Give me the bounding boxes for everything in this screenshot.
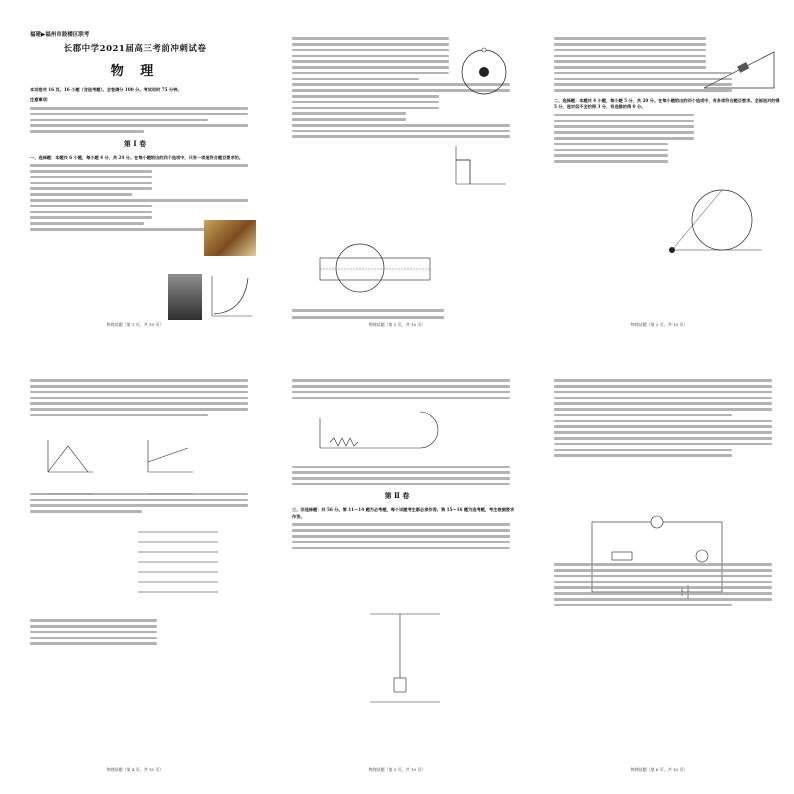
page-footer: 物理试题（第 5 页，共 10 页） [368,767,426,772]
text-line [30,216,152,219]
text-line [554,402,772,405]
exam-page-4 [8,372,262,777]
page-footer: 物理试题（第 6 页，共 10 页） [630,767,688,772]
school-title: 长郡中学2021届高三考前冲刺试卷 [63,44,207,54]
text-line [30,130,144,133]
text-line [554,563,772,566]
text-line [292,72,449,75]
text-line [30,182,152,185]
text-line [292,95,439,98]
text-line [292,130,510,133]
text-line [292,547,510,550]
figure-field-diagram [300,238,450,300]
text-line [30,499,248,502]
text-line [30,170,152,173]
text-line [30,222,144,225]
text-line [30,164,248,167]
text-line [292,43,449,46]
text-line [292,107,439,110]
text-line [30,124,248,127]
text-line [30,642,157,645]
text-line [554,154,668,157]
text-line [292,309,444,312]
text-line [554,443,772,446]
text-line [554,598,772,601]
page-footer: 物理试题（第 4 页，共 10 页） [106,767,164,772]
figure-photo-sculpture [204,220,256,256]
exam-page-5 [270,372,524,777]
text-line [292,316,444,319]
text-line [30,510,142,513]
text-line [554,379,772,382]
text-line [30,402,248,405]
text-line [30,113,248,116]
text-line [292,529,510,532]
text-line [292,55,449,58]
figure-graph [450,142,510,190]
text-line [554,143,668,146]
figure-spring-track [310,408,470,458]
text-line [554,149,668,152]
exam-info: 本试卷共 16 页。16 小题（含选考题）。全卷满分 100 分。考试用时 75 分钟。 [30,87,182,92]
section-heading: 三、非选择题：共 56 分。第 11～14 题为必考题，每个试题考生都必须作答。第 15～16 题为选考题，考生根据要求作答。 [292,507,515,519]
text-line [554,137,694,140]
text-line [30,211,152,214]
text-line [554,569,772,572]
text-line [554,408,772,411]
text-line [292,60,449,63]
text-line [292,385,510,388]
text-line [292,112,406,115]
text-line [554,391,772,394]
text-line [292,391,510,394]
text-line [292,379,510,382]
exam-page-1 [8,30,262,332]
text-line [292,135,510,138]
text-line [554,385,772,388]
text-line [554,437,772,440]
text-line [292,124,510,127]
text-line [554,55,706,58]
text-line [30,637,157,640]
text-line [292,466,510,469]
text-line [30,397,248,400]
text-line [292,471,510,474]
figure-orbit [456,40,512,102]
text-line [30,228,208,231]
page-footer: 物理试题（第 2 页，共 10 页） [368,322,426,327]
figure-parallel-plates [128,522,228,602]
text-line [554,66,706,69]
text-line [554,420,772,423]
text-line [30,619,157,622]
section-heading: 一、选择题：本题共 6 小题，每小题 4 分，共 24 分。在每小题给出的四个选项中，只有一项是符合题目要求的。 [30,154,244,160]
text-line [554,431,772,434]
text-line [554,397,772,400]
text-line [554,114,694,117]
text-line [30,385,248,388]
figure-graph-options [38,432,238,498]
text-line [30,119,208,122]
text-line [554,43,706,46]
section-heading: 二、选择题：本题共 4 小题，每小题 5 分，共 20 分。在每小题给出的四个选项中，有多项符合题目要求。全部选对的得 5 分，选对但不全的得 3 分，有选错的得 0 分。 [554,97,780,110]
text-line [30,391,248,394]
page-footer: 物理试题（第 3 页，共 10 页） [630,322,688,327]
text-line [30,107,248,110]
figure-photo-tower [168,274,202,320]
text-line [292,118,406,121]
text-line [30,414,208,417]
text-line [30,176,152,179]
text-line [30,408,248,411]
exam-page-2 [270,30,524,332]
text-line [554,586,772,589]
text-line [292,483,510,486]
text-line [292,37,449,40]
text-line [30,193,132,196]
text-line [554,425,772,428]
text-line [30,625,157,628]
text-line [554,125,694,128]
text-line [30,199,248,202]
part-title: 第 Ⅱ 卷 [384,491,410,501]
text-line [30,379,248,382]
text-line [554,131,694,134]
text-line [554,454,732,457]
text-line [292,101,439,104]
figure-incline [700,44,778,92]
text-line [292,477,510,480]
part-title: 第 Ⅰ 卷 [123,138,147,148]
text-line [554,604,732,607]
text-line [30,631,157,634]
exam-page-6 [532,372,786,777]
notes-title: 注意事项： [30,97,51,103]
text-line [292,541,510,544]
text-line [292,49,449,52]
text-line [292,523,510,526]
text-line [292,535,510,538]
text-line [554,60,706,63]
text-line [292,78,419,81]
text-line [554,37,706,40]
text-line [30,504,248,507]
text-line [30,187,152,190]
exam-page-3 [532,30,786,332]
figure-circular-track [652,180,772,260]
text-line [554,414,732,417]
subject-title: 物 理 [110,64,160,79]
text-line [292,66,449,69]
text-line [554,581,772,584]
page-header: 福建▶福州市鼓楼区联考 [30,32,90,38]
text-line [554,120,694,123]
text-line [554,592,772,595]
figure-graph [208,274,254,320]
page-footer: 物理试题（第 1 页，共 10 页） [106,322,164,327]
text-line [554,160,668,163]
text-line [554,49,706,52]
text-line [30,205,152,208]
text-line [292,397,510,400]
text-line [554,449,732,452]
figure-pendulum [360,608,450,708]
